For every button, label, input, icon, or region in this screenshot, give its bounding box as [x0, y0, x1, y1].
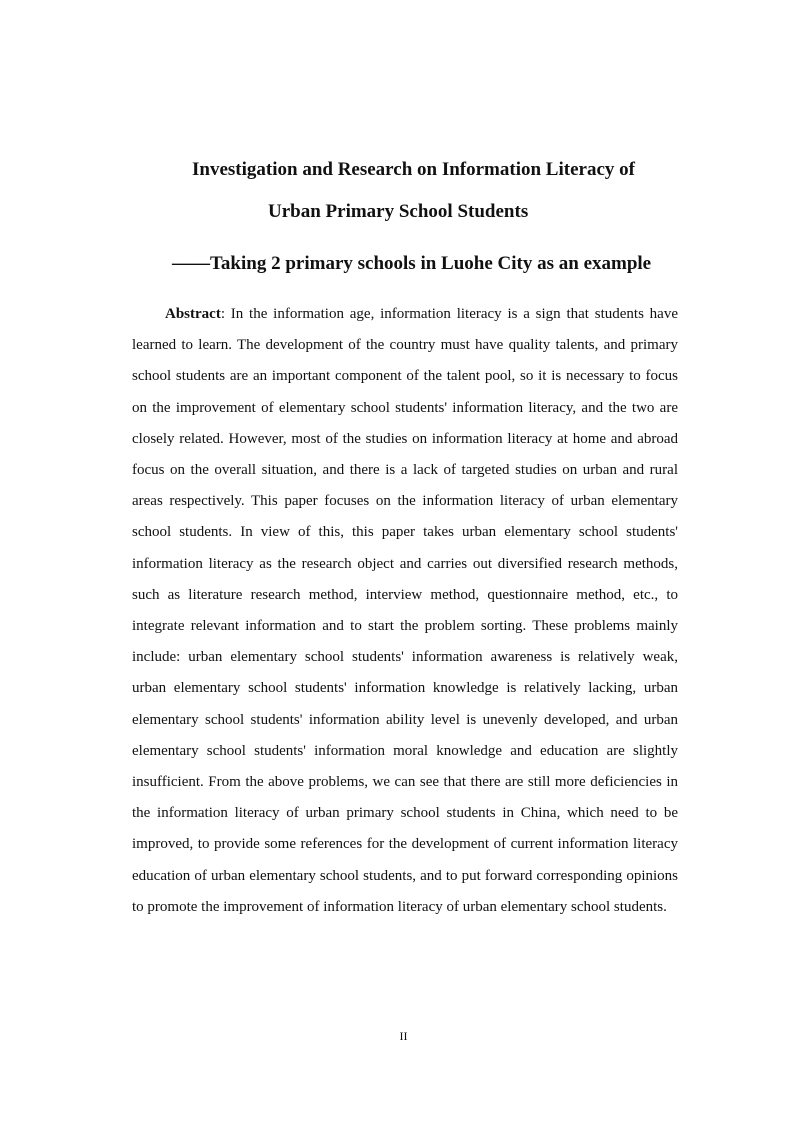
abstract-separator: : [220, 306, 231, 322]
page-number: II [399, 1029, 408, 1043]
title-line-2: Urban Primary School Students [268, 201, 529, 222]
abstract-label: Abstract [165, 306, 221, 322]
abstract-text: In the information age, information literacy is a sign that students have learned to learn. The development of the country must have quality talents, and primary school students are an important component of the talent pool, so it is necessary to focus on the improvement of elementary school students' information literacy, and the two are closely related. However, most of the studies on information literacy at home and abroad focus on the overall situation, and there is a lack of targeted studies on urban and rural areas respectively. This paper focuses on the information literacy of urban elementary school students. In view of this, this paper takes urban elementary school students' information literacy as the research object and carries out diversified research methods, such as literature research method, interview method, questionnaire method, etc., to integrate relevant information and to start the problem sorting. These problems mainly include: urban elementary school students' information awareness is relatively weak, urban elementary school students' information knowledge is relatively lacking, urban elementary school students' information ability level is unevenly developed, and urban elementary school students' information moral knowledge and education are slightly insufficient. From the above problems, we can see that there are still more deficiencies in the information literacy of urban primary school students in China, which need to be improved, to provide some references for the development of current information literacy education of urban elementary school students, and to put forward corresponding opinions to promote the improvement of information literacy of urban elementary school students. [132, 306, 678, 915]
subtitle: ——Taking 2 primary schools in Luohe City as an example [172, 253, 652, 274]
title-line-1: Investigation and Research on Information Literacy of [192, 159, 635, 180]
abstract-paragraph [132, 299, 678, 923]
